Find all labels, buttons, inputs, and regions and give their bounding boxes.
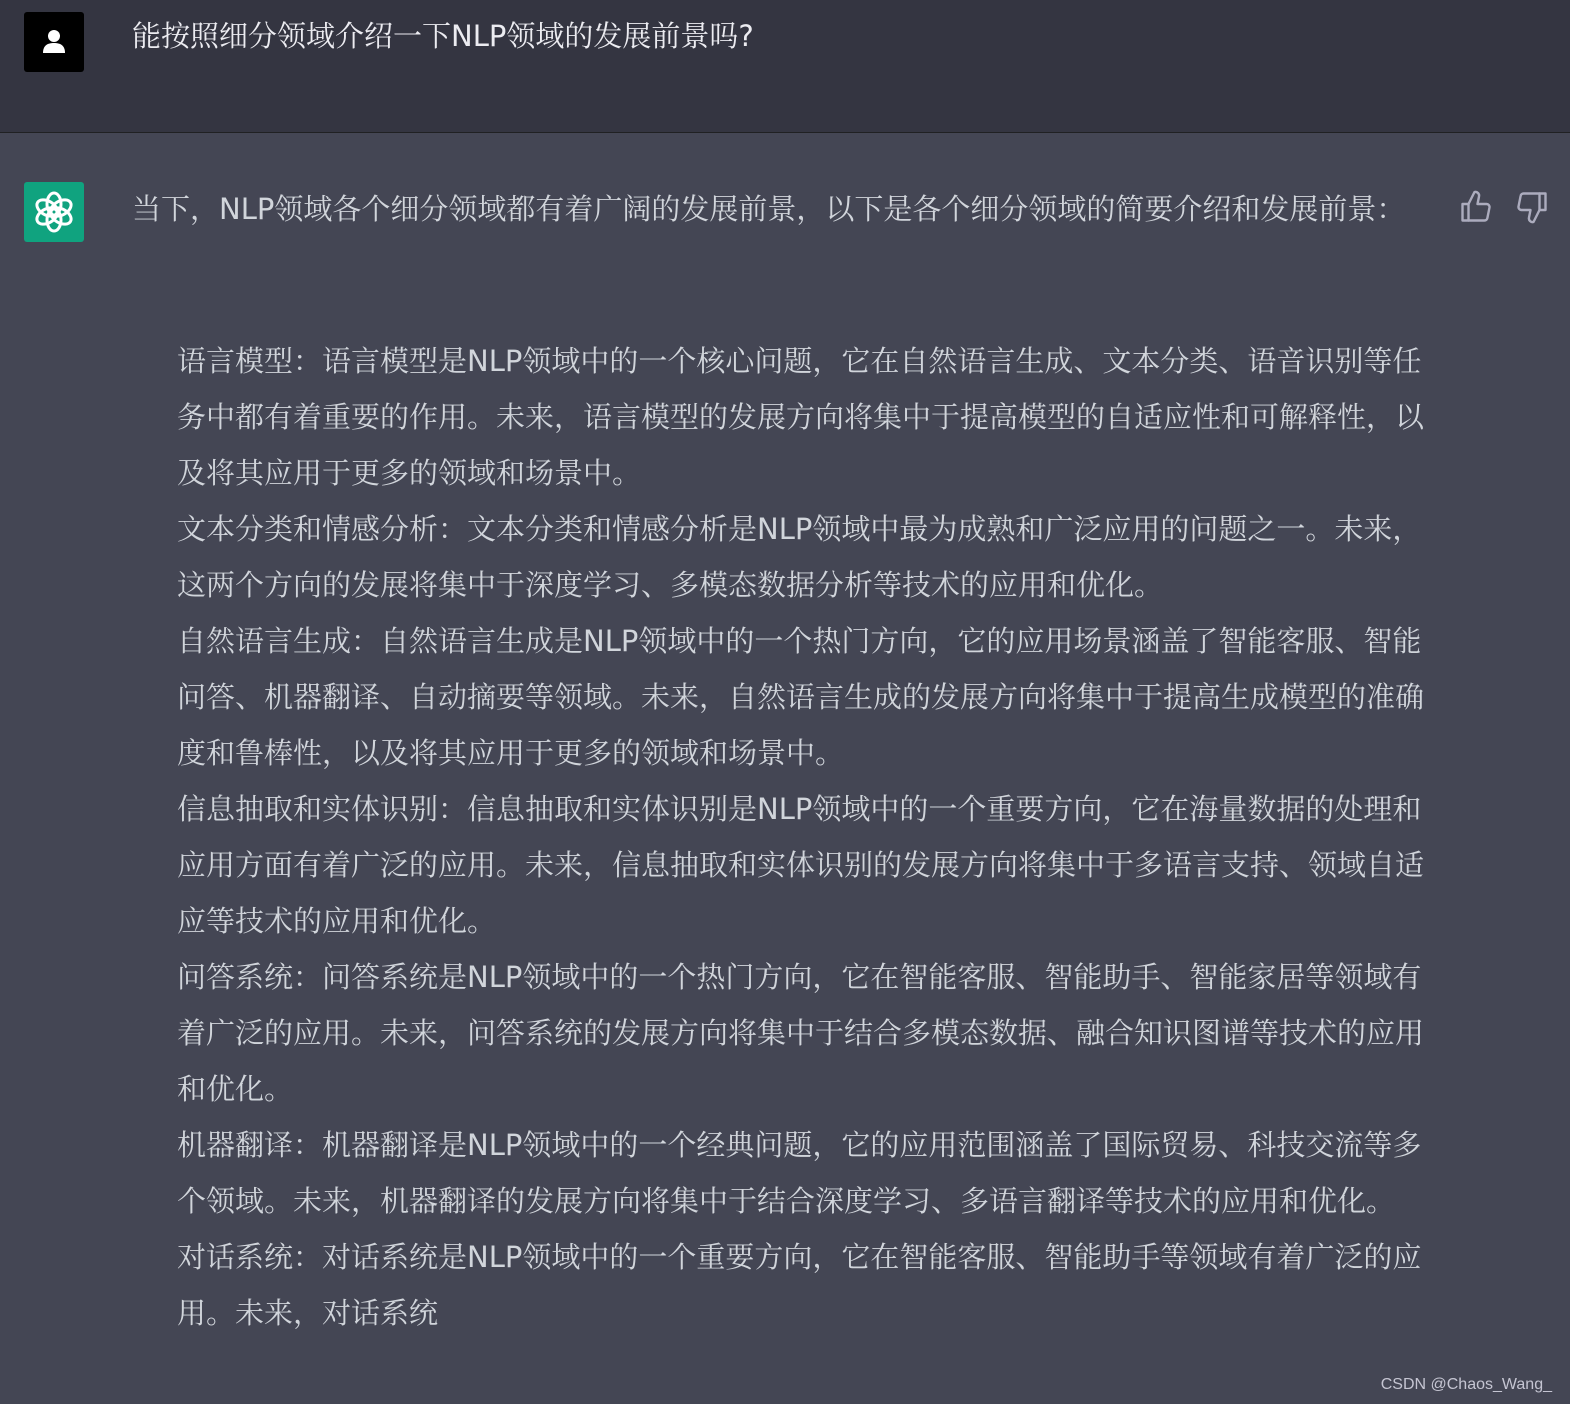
openai-logo-icon xyxy=(32,190,76,234)
thumbs-down-icon xyxy=(1514,189,1550,225)
section-nlg: 自然语言生成：自然语言生成是NLP领域中的一个热门方向，它的应用场景涵盖了智能客服、智能问答、机器翻译、自动摘要等领域。未来，自然语言生成的发展方向将集中于提高生成模型的准确度和鲁棒性，以及将其应用于更多的领域和场景中。 xyxy=(177,624,1425,770)
assistant-intro-text: 当下，NLP领域各个细分领域都有着广阔的发展前景，以下是各个细分领域的简要介绍和发展前景： xyxy=(132,192,1406,226)
thumbs-up-icon xyxy=(1458,189,1494,225)
user-question-text: 能按照细分领域介绍一下NLP领域的发展前景吗? xyxy=(132,19,754,53)
assistant-avatar xyxy=(24,182,84,242)
thumbs-down-button[interactable] xyxy=(1514,189,1550,225)
section-dialogue-system: 对话系统：对话系统是NLP领域中的一个重要方向，它在智能客服、智能助手等领域有着广泛的应用。未来，对话系统 xyxy=(177,1240,1422,1330)
section-information-extraction: 信息抽取和实体识别：信息抽取和实体识别是NLP领域中的一个重要方向，它在海量数据的处理和应用方面有着广泛的应用。未来，信息抽取和实体识别的发展方向将集中于多语言支持、领域自适应等技术的应用和优化。 xyxy=(177,792,1425,938)
user-icon xyxy=(42,28,66,54)
user-message-row xyxy=(0,0,1570,133)
section-machine-translation: 机器翻译：机器翻译是NLP领域中的一个经典问题，它的应用范围涵盖了国际贸易、科技交流等多个领域。未来，机器翻译的发展方向将集中于结合深度学习、多语言翻译等技术的应用和优化。 xyxy=(177,1128,1422,1218)
thumbs-up-button[interactable] xyxy=(1458,189,1494,225)
assistant-message-row xyxy=(0,133,1570,1404)
section-language-model: 语言模型：语言模型是NLP领域中的一个核心问题，它在自然语言生成、文本分类、语音识别等任务中都有着重要的作用。未来，语言模型的发展方向将集中于提高模型的自适应性和可解释性，以及将其应用于更多的领域和场景中。 xyxy=(177,344,1425,490)
assistant-section-list xyxy=(177,333,1427,1341)
user-avatar xyxy=(24,12,84,72)
watermark: CSDN @Chaos_Wang_ xyxy=(1380,1376,1552,1393)
section-qa-system: 问答系统：问答系统是NLP领域中的一个热门方向，它在智能客服、智能助手、智能家居等领域有着广泛的应用。未来，问答系统的发展方向将集中于结合多模态数据、融合知识图谱等技术的应用和优化。 xyxy=(177,960,1425,1106)
section-text-classification: 文本分类和情感分析：文本分类和情感分析是NLP领域中最为成熟和广泛应用的问题之一。未来，这两个方向的发展将集中于深度学习、多模态数据分析等技术的应用和优化。 xyxy=(177,512,1422,602)
